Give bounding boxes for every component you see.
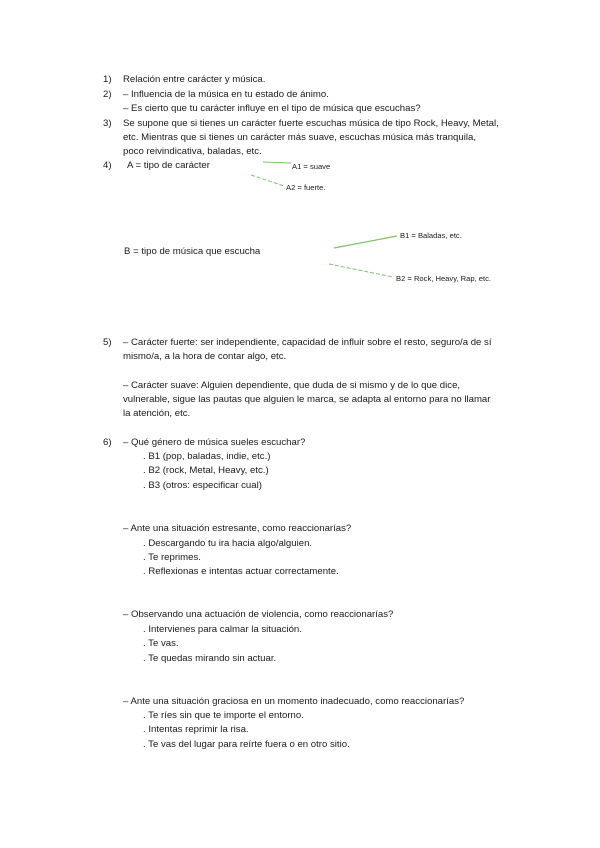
a1-label: A1 = suave xyxy=(292,162,331,171)
question-3: – Observando una actuación de violencia, como reaccionarías? xyxy=(123,609,394,620)
a2-connector xyxy=(251,175,284,186)
item-number-1: 1) xyxy=(103,74,112,85)
b2-label: B2 = Rock, Heavy, Rap, etc. xyxy=(396,274,492,283)
a2-label: A2 = fuerte. xyxy=(286,183,326,192)
item-2-line-1: – Influencia de la música en tu estado de ánimo. xyxy=(123,89,329,100)
item-5-line-2: mismo/a, a la hora de contar algo, etc. xyxy=(123,351,287,362)
question-1-option: . B1 (pop, baladas, indie, etc.) xyxy=(143,451,271,462)
item-3-line-2: etc. Mientras que si tienes un carácter más suave, escuchas música más tranquila, xyxy=(123,132,476,143)
b2-connector xyxy=(329,264,393,277)
item-1-text: Relación entre carácter y música. xyxy=(123,74,266,85)
variable-a-label: A = tipo de carácter xyxy=(127,160,210,171)
question-1-option: . B2 (rock, Metal, Heavy, etc.) xyxy=(143,465,269,476)
item-2-line-2: – Es cierto que tu carácter influye en el tipo de música que escuchas? xyxy=(123,103,421,114)
variable-b-label: B = tipo de música que escucha xyxy=(124,246,261,257)
question-2-option: . Te reprimes. xyxy=(143,552,201,563)
a1-connector xyxy=(263,162,291,163)
question-4-option: . Te ríes sin que te importe el entorno. xyxy=(143,710,304,721)
item-number-6: 6) xyxy=(103,437,112,448)
item-number-4: 4) xyxy=(103,160,112,171)
question-2: – Ante una situación estresante, como reaccionarías? xyxy=(123,523,352,534)
question-2-option: . Reflexionas e intentas actuar correctamente. xyxy=(143,566,339,577)
question-4-option: . Te vas del lugar para reírte fuera o en otro sitio. xyxy=(143,739,350,750)
item-5-line-1: – Carácter fuerte: ser independiente, capacidad de influir sobre el resto, seguro/a de sí xyxy=(123,337,492,348)
question-2-option: . Descargando tu ira hacia algo/alguien. xyxy=(143,538,313,549)
item-3-line-3: poco reivindicativa, baladas, etc. xyxy=(123,146,262,157)
item-number-2: 2) xyxy=(103,89,112,100)
b1-connector xyxy=(334,236,397,248)
question-3-option: . Te vas. xyxy=(143,638,179,649)
question-3-option: . Intervienes para calmar la situación. xyxy=(143,624,302,635)
question-4: – Ante una situación graciosa en un momento inadecuado, como reaccionarías? xyxy=(123,696,465,707)
question-4-option: . Intentas reprimir la risa. xyxy=(143,724,249,735)
question-3-option: . Te quedas mirando sin actuar. xyxy=(143,653,277,664)
question-1: – Qué género de música sueles escuchar? xyxy=(123,437,306,448)
item-5-line-4: vulnerable, sigue las pautas que alguien le marca, se adapta al entorno para no llamar xyxy=(123,394,491,405)
item-5-line-3: – Carácter suave: Alguien dependiente, que duda de si mismo y de lo que dice, xyxy=(123,380,461,391)
item-number-3: 3) xyxy=(103,118,112,129)
question-1-option: . B3 (otros: especificar cual) xyxy=(143,480,262,491)
item-3-line-1: Se supone que si tienes un carácter fuerte escuchas música de tipo Rock, Heavy, Metal, xyxy=(123,118,499,129)
b1-label: B1 = Baladas, etc. xyxy=(400,231,462,240)
item-number-5: 5) xyxy=(103,337,112,348)
item-5-line-5: la atención, etc. xyxy=(123,408,191,419)
